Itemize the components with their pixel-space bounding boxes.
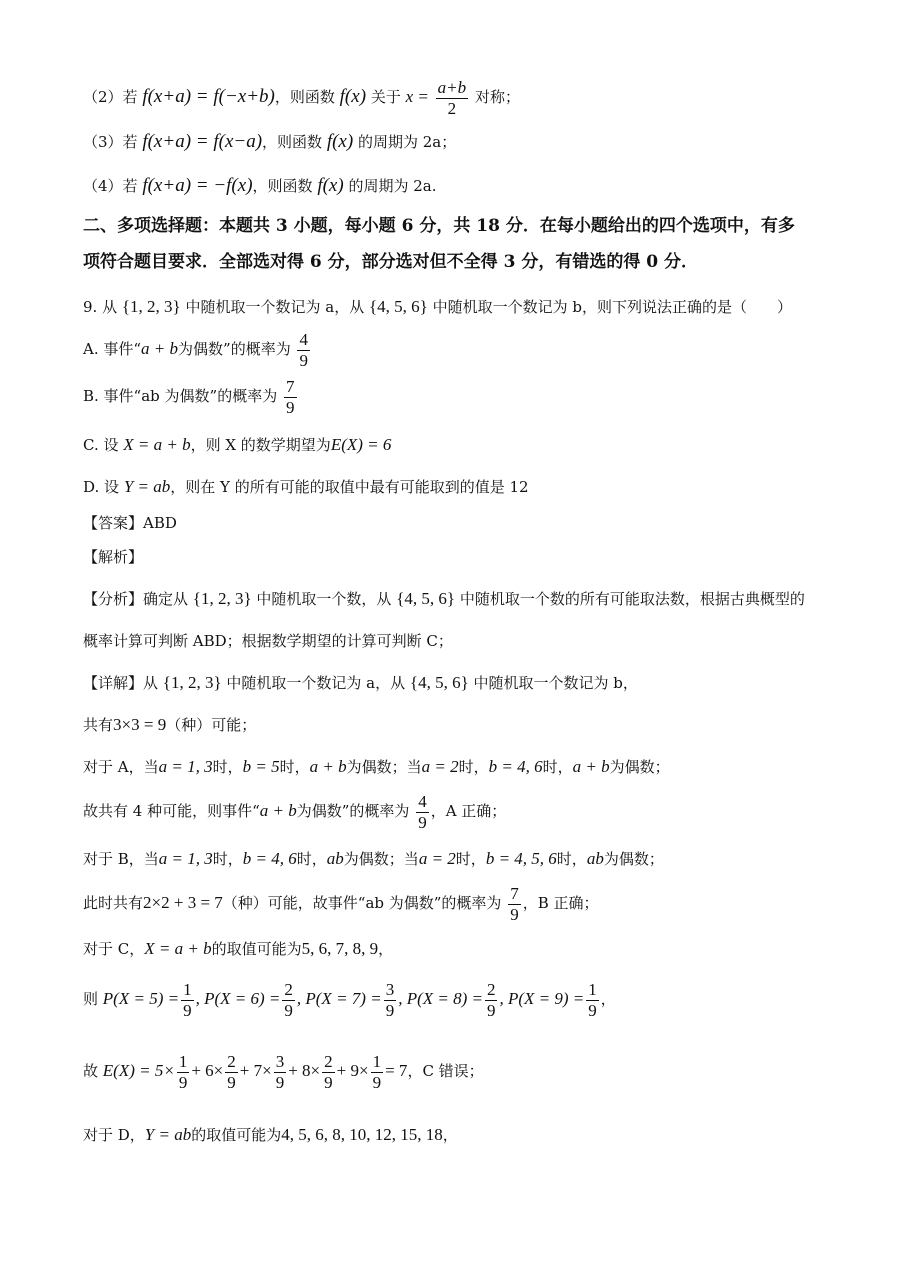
text: 的取值可能为 <box>211 940 302 958</box>
analysis-line-2: 概率计算可判断 ABD；根据数学期望的计算可判断 C； <box>83 632 453 650</box>
text: B. 事件“ab 为偶数”的概率为 <box>83 387 278 406</box>
detail-probabilities <box>83 980 840 1020</box>
text: 时， <box>212 850 243 868</box>
formula: b = 4, 6 <box>242 849 297 868</box>
text: 【详解】从 <box>83 674 159 692</box>
numerator: 4 <box>299 330 308 349</box>
denominator: 9 <box>178 1072 188 1092</box>
question-stem <box>83 296 840 317</box>
detail-for-b <box>83 848 840 869</box>
text: 中随机取一个数记为 b， <box>473 674 638 692</box>
fraction <box>282 980 295 1020</box>
denominator: 2 <box>447 98 457 118</box>
denominator: 9 <box>227 1072 236 1092</box>
text: 对于 A，当 <box>83 758 159 776</box>
text: 9. 从 <box>83 298 118 316</box>
detail-conclusion-b <box>83 884 840 924</box>
detail-total <box>83 714 840 735</box>
numerator: 2 <box>227 1052 236 1071</box>
denominator: 9 <box>299 350 308 370</box>
text: 中随机取一个数记为 a，从 <box>226 674 406 692</box>
denominator: 9 <box>275 1072 285 1092</box>
formula: {1, 2, 3} <box>162 673 222 692</box>
section-heading-line-1: 二、多项选择题：本题共 3 小题，每小题 6 分，共 18 分．在每小题给出的四个选项中，有多 <box>83 216 795 236</box>
text: ，则函数 <box>274 88 335 107</box>
denominator: 9 <box>324 1072 333 1092</box>
formula: f(x) <box>317 175 344 196</box>
formula: f(x) <box>339 86 367 108</box>
fraction <box>416 792 429 832</box>
text: ，则函数 <box>252 177 313 195</box>
text: 时， <box>556 850 587 868</box>
text: （2）若 <box>83 88 138 107</box>
text: ，则在 Y 的所有可能的取值中最有可能取到的值是 12 <box>170 478 529 496</box>
option-c <box>83 434 840 455</box>
fraction <box>177 1052 190 1092</box>
text: ，则 X 的数学期望为 <box>190 436 331 454</box>
formula: a + b <box>572 757 610 776</box>
formula: X = a + b <box>144 939 212 958</box>
text: 时， <box>458 758 489 776</box>
detail-for-a <box>83 756 840 777</box>
denominator: 9 <box>510 904 519 924</box>
formula: + 9× <box>336 1061 369 1081</box>
section-heading-line-2: 项符合题目要求．全部选对得 6 分，部分选对但不全得 3 分，有错选的得 0 分． <box>83 252 698 272</box>
text: 为偶数；当 <box>343 850 419 868</box>
formula: b = 5 <box>242 757 280 776</box>
denominator: 9 <box>183 1000 192 1020</box>
text: 为偶数”的概率为 <box>178 340 291 359</box>
formula: f(x+a) = f(−x+b) <box>142 86 275 108</box>
text: ， <box>442 1126 458 1144</box>
text: 【分析】确定从 <box>83 590 189 608</box>
text: ， <box>600 990 616 1009</box>
option-b <box>83 377 840 417</box>
formula: , P(X = 7) = <box>296 989 382 1009</box>
formula: {1, 2, 3} <box>121 297 181 316</box>
formula: = 7 <box>385 1061 408 1081</box>
fraction <box>225 1052 238 1092</box>
formula: f(x+a) = −f(x) <box>142 175 253 196</box>
text: 为偶数”的概率为 <box>296 802 410 821</box>
formula: + 6× <box>191 1061 224 1081</box>
formula: {4, 5, 6} <box>409 673 469 692</box>
text: 则 <box>83 990 99 1009</box>
formula: {4, 5, 6} <box>396 589 456 608</box>
formula: f(x) <box>326 131 354 152</box>
option-d <box>83 476 840 497</box>
fraction <box>181 980 194 1020</box>
formula: b = 4, 6 <box>488 757 543 776</box>
formula: 2×2 + 3 = 7 <box>143 893 223 913</box>
text: 为偶数； <box>609 758 670 776</box>
text: 时， <box>296 850 327 868</box>
detail-expectation <box>83 1052 840 1092</box>
text: 时， <box>279 758 310 776</box>
text: （3）若 <box>83 133 138 151</box>
formula: a = 1, 3 <box>158 757 213 776</box>
formula: f(x+a) = f(x−a) <box>142 131 263 152</box>
fraction <box>322 1052 335 1092</box>
numerator: 3 <box>275 1052 285 1071</box>
denominator: 9 <box>372 1072 382 1092</box>
text: ，A 正确； <box>430 802 507 821</box>
property-line-4 <box>83 174 840 198</box>
formula: 3×3 = 9 <box>113 715 167 734</box>
detail-for-d <box>83 1124 840 1145</box>
text: ，B 正确； <box>522 894 599 913</box>
fraction <box>586 980 599 1020</box>
numerator: 7 <box>510 884 519 903</box>
formula: {4, 5, 6} <box>368 297 428 316</box>
detail-line-1 <box>83 672 840 693</box>
formula: Y = ab <box>123 477 171 496</box>
formula: + 7× <box>239 1061 272 1081</box>
formula: , P(X = 9) = <box>499 989 585 1009</box>
formula: {1, 2, 3} <box>192 589 252 608</box>
text: 关于 <box>370 88 401 107</box>
property-line-2 <box>83 78 840 118</box>
text: 的周期为 2a. <box>348 177 437 195</box>
denominator: 9 <box>286 397 295 417</box>
formula: 4, 5, 6, 8, 10, 12, 15, 18 <box>281 1125 443 1144</box>
numerator: 7 <box>286 377 295 396</box>
denominator: 9 <box>418 812 427 832</box>
property-line-3 <box>83 130 840 154</box>
numerator: 1 <box>178 1052 188 1071</box>
denominator: 9 <box>486 1000 496 1020</box>
text: 时， <box>542 758 573 776</box>
denominator: 9 <box>284 1000 293 1020</box>
formula: ab <box>586 849 604 868</box>
text: 此时共有 <box>83 894 144 913</box>
text: 中随机取一个数的所有可能取法数，根据古典概型的 <box>459 590 805 608</box>
fraction <box>371 1052 384 1092</box>
numerator: 2 <box>324 1052 333 1071</box>
text: 对于 C， <box>83 940 145 958</box>
numerator: a+b <box>437 78 467 97</box>
fraction <box>436 78 468 118</box>
text: 共有 <box>83 716 114 734</box>
text: ， <box>378 940 394 958</box>
text: D. 设 <box>83 478 120 496</box>
formula: , P(X = 6) = <box>195 989 281 1009</box>
answer-line: 【答案】ABD <box>83 514 177 532</box>
text: 中随机取一个数，从 <box>256 590 392 608</box>
formula: 5, 6, 7, 8, 9 <box>301 939 379 958</box>
fraction <box>284 377 297 417</box>
formula: P(X = 5) = <box>102 989 180 1009</box>
text: 时， <box>455 850 486 868</box>
text: （种）可能； <box>166 716 257 734</box>
denominator: 9 <box>588 1000 597 1020</box>
numerator: 3 <box>385 980 395 999</box>
formula: X = a + b <box>123 435 191 454</box>
formula: , P(X = 8) = <box>398 989 483 1009</box>
text: 时， <box>212 758 243 776</box>
text: 对称； <box>474 88 520 107</box>
option-a <box>83 330 840 370</box>
numerator: 4 <box>418 792 427 811</box>
text: 为偶数；当 <box>346 758 422 776</box>
denominator: 9 <box>385 1000 395 1020</box>
text: 为偶数； <box>603 850 664 868</box>
text: 对于 B，当 <box>83 850 159 868</box>
formula: + 8× <box>288 1061 321 1081</box>
text: 中随机取一个数记为 a，从 <box>185 298 365 316</box>
formula: E(X) = 6 <box>330 435 392 454</box>
numerator: 1 <box>588 980 597 999</box>
fraction <box>297 330 310 370</box>
formula: E(X) = 5× <box>102 1061 175 1081</box>
text: C. 设 <box>83 436 119 454</box>
analysis-label: 【解析】 <box>83 548 144 566</box>
formula: a + b <box>309 757 347 776</box>
formula: a + b <box>141 339 179 359</box>
fraction <box>485 980 498 1020</box>
fraction <box>274 1052 287 1092</box>
detail-conclusion-a <box>83 792 840 832</box>
formula: a = 1, 3 <box>158 849 213 868</box>
text: 的周期为 2a； <box>357 133 457 151</box>
formula: x = <box>405 87 429 107</box>
formula: a + b <box>259 801 297 821</box>
numerator: 2 <box>284 980 293 999</box>
text: 故 <box>83 1062 99 1081</box>
text: A. 事件“ <box>83 340 142 359</box>
text: 的取值可能为 <box>191 1126 282 1144</box>
formula: a = 2 <box>418 849 456 868</box>
numerator: 1 <box>183 980 192 999</box>
fraction <box>508 884 521 924</box>
numerator: 1 <box>372 1052 382 1071</box>
text: ，C 错误； <box>407 1062 484 1081</box>
text: （种）可能，故事件“ab 为偶数”的概率为 <box>222 894 502 913</box>
numerator: 2 <box>486 980 496 999</box>
formula: ab <box>326 849 344 868</box>
detail-for-c <box>83 938 840 959</box>
formula: Y = ab <box>144 1125 192 1144</box>
text: 中随机取一个数记为 b，则下列说法正确的是（ ） <box>432 298 792 316</box>
analysis-line-1 <box>83 588 840 609</box>
formula: a = 2 <box>421 757 459 776</box>
text: 对于 D， <box>83 1126 145 1144</box>
text: 故共有 4 种可能，则事件“ <box>83 802 260 821</box>
text: （4）若 <box>83 177 138 195</box>
fraction <box>384 980 397 1020</box>
formula: b = 4, 5, 6 <box>485 849 557 868</box>
text: ，则函数 <box>262 133 323 151</box>
